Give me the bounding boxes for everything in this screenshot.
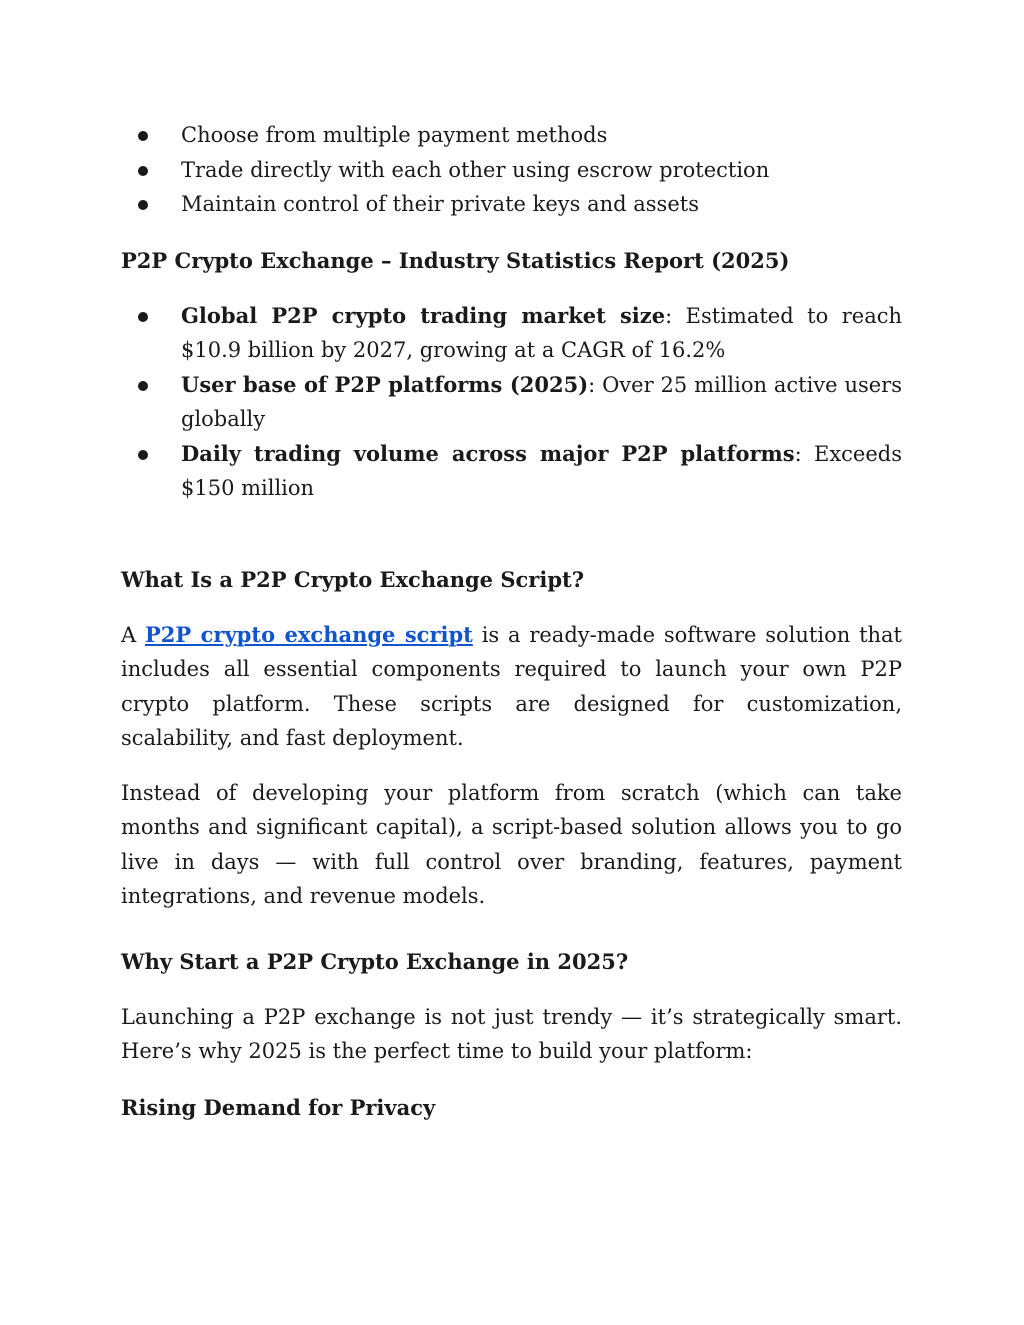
stat-label: Daily trading volume across major P2P platforms <box>181 440 795 466</box>
what-heading: What Is a P2P Crypto Exchange Script? <box>121 566 585 592</box>
list-item <box>121 368 902 437</box>
list-item <box>121 187 902 222</box>
list-item <box>121 437 902 506</box>
bullet-dot-icon <box>138 200 148 210</box>
p2p-script-link[interactable]: P2P crypto exchange script <box>144 621 473 647</box>
list-item-text: Trade directly with each other using escrow protection <box>181 157 770 182</box>
stat-separator: : <box>794 441 802 466</box>
list-item <box>121 299 902 368</box>
what-para-suffix: is a ready-made software solution that includes all essential components required to launch your own P2P crypto platform. These scripts are designed for customization, scalability, and fast deployment. <box>121 622 902 750</box>
bullet-dot-icon <box>138 166 148 176</box>
why-heading: Why Start a P2P Crypto Exchange in 2025? <box>121 948 629 974</box>
what-paragraph-1 <box>121 618 902 756</box>
intro-bullet-list <box>121 118 902 222</box>
document-page <box>121 118 902 1125</box>
stat-text: Exceeds $150 million <box>181 441 902 500</box>
list-item-text: Maintain control of their private keys and assets <box>181 192 699 216</box>
what-para-prefix: A <box>121 622 145 647</box>
list-item <box>121 118 902 153</box>
list-item <box>121 153 902 188</box>
what-paragraph-2: Instead of developing your platform from scratch (which can take months and significant capital), a script-based solution allows you to go live in days — with full control over branding, features, payment integrations, and revenue models. <box>121 780 902 908</box>
privacy-heading: Rising Demand for Privacy <box>121 1094 436 1120</box>
stat-text: Over 25 million active users globally <box>181 372 902 431</box>
stat-label: Global P2P crypto trading market size <box>181 302 666 328</box>
bullet-dot-icon <box>138 131 148 141</box>
stats-heading: P2P Crypto Exchange – Industry Statistics Report (2025) <box>121 247 790 273</box>
stat-text: Estimated to reach $10.9 billion by 2027, growing at a CAGR of 16.2% <box>181 303 903 362</box>
stat-separator: : <box>665 303 673 328</box>
stat-label: User base of P2P platforms (2025) <box>181 371 589 397</box>
list-item-text: Choose from multiple payment methods <box>181 123 608 147</box>
bullet-dot-icon <box>138 450 148 460</box>
stats-bullet-list <box>121 299 902 506</box>
stat-separator: : <box>588 372 596 397</box>
bullet-dot-icon <box>138 312 148 322</box>
bullet-dot-icon <box>138 381 148 391</box>
why-paragraph: Launching a P2P exchange is not just trendy — it’s strategically smart. Here’s why 2025 is the perfect time to build your platform: <box>121 1004 902 1063</box>
